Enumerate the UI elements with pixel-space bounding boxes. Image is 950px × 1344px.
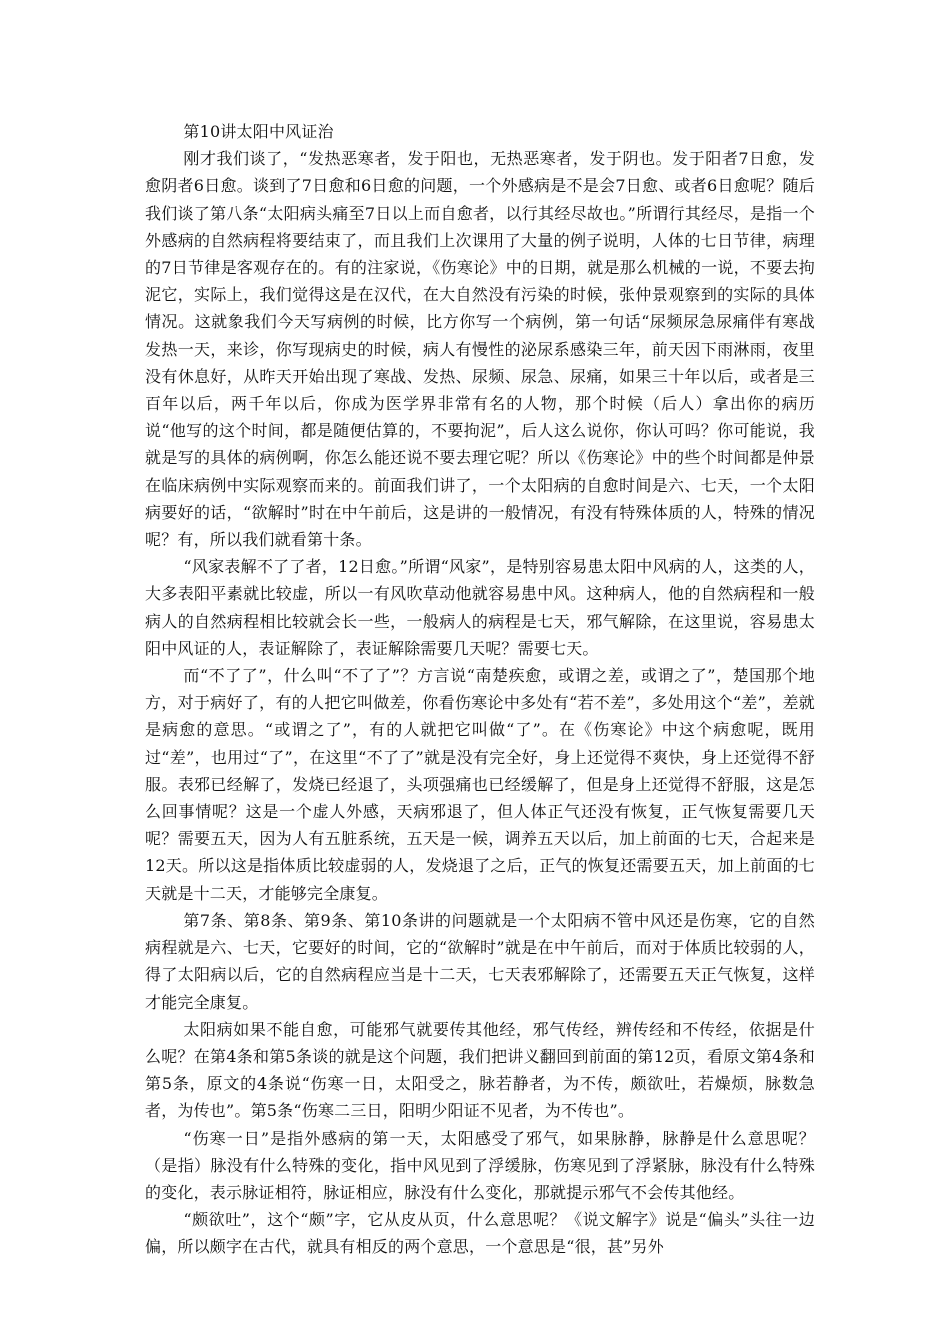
paragraph-4: 第7条、第8条、第9条、第10条讲的问题就是一个太阳病不管中风还是伤寒，它的自然病程就是六、七天，它要好的时间，它的“欲解时”就是在中午前后，而对于体质比较弱的人，得了太阳病以后，它的自然病程应当是十二天，七天表邪解除了，还需要五天正气恢复，这样才能完全康复。 (145, 910, 815, 1012)
document-page (145, 118, 815, 1261)
document-title: 第10讲太阳中风证治 (183, 122, 334, 141)
paragraph-5: 太阳病如果不能自愈，可能邪气就要传其他经，邪气传经，辨传经和不传经，依据是什么呢？在第4条和第5条谈的就是这个问题，我们把讲义翻回到前面的第12页，看原文第4条和第5条，原文的4条说“伤寒一日，太阳受之，脉若静者，为不传，颇欲吐，若燥烦，脉数急者，为传也”。第5条“伤寒二三日，阳明少阳证不见者，为不传也”。 (145, 1019, 815, 1121)
paragraph-1: 刚才我们谈了，“发热恶寒者，发于阳也，无热恶寒者，发于阴也。发于阳者7日愈，发愈阴者6日愈。谈到了7日愈和6日愈的问题，一个外感病是不是会7日愈、或者6日愈呢？随后我们谈了第八条“太阳病头痛至7日以上而自愈者，以行其经尽故也。”所谓行其经尽，是指一个外感病的自然病程将要结束了，而且我们上次课用了大量的例子说明，人体的七日节律，病理的7日节律是客观存在的。有的注家说，《伤寒论》中的日期，就是那么机械的一说，不要去拘泥它，实际上，我们觉得这是在汉代，在大自然没有污染的时候，张仲景观察到的实际的具体情况。这就象我们今天写病例的时候，比方你写一个病例，第一句话“尿频尿急尿痛伴有寒战发热一天，来诊，你写现病史的时候，病人有慢性的泌尿系感染三年，前天因下雨淋雨，夜里没有休息好，从昨天开始出现了寒战、发热、尿频、尿急、尿痛，如果三十年以后，或者是三百年以后，两千年以后，你成为医学界非常有名的人物，那个时候（后人）拿出你的病历说“他写的这个时间，都是随便估算的，不要拘泥”，后人这么说你，你认可吗？你可能说，我就是写的具体的病例啊，你怎么能还说不要去理它呢？所以《伤寒论》中的些个时间都是仲景在临床病例中实际观察而来的。前面我们讲了，一个太阳病的自愈时间是六、七天，一个太阳病要好的话，“欲解时”时在中午前后，这是讲的一般情况，有没有特殊体质的人，特殊的情况呢？有，所以我们就看第十条。 (145, 149, 815, 550)
paragraph-2: “风家表解不了了者，12日愈。”所谓“风家”，是特别容易患太阳中风病的人，这类的人，大多表阳平素就比较虚，所以一有风吹草动他就容易患中风。这种病人，他的自然病程和一般病人的自然病程相比较就会长一些，一般病人的病程是七天，邪气解除，在这里说，容易患太阳中风证的人，表证解除了，表证解除需要几天呢？需要七天。 (145, 557, 815, 658)
paragraph-7: “颇欲吐”，这个“颇”字，它从皮从页，什么意思呢？《说文解字》说是“偏头”头往一边偏，所以颇字在古代，就具有相反的两个意思，一个意思是“很，甚”另外 (145, 1210, 815, 1257)
paragraph-3: 而“不了了”，什么叫“不了了”？方言说“南楚疾愈，或谓之差，或谓之了”，楚国那个地方，对于病好了，有的人把它叫做差，你看伤寒论中多处有“若不差”，多处用这个“差”，差就是病愈的意思。“或谓之了”，有的人就把它叫做“了”。在《伤寒论》中这个病愈呢，既用过“差”，也用过“了”，在这里“不了了”就是没有完全好，身上还觉得不爽快，身上还觉得不舒服。表邪已经解了，发烧已经退了，头项强痛也已经缓解了，但是身上还觉得不舒服，这是怎么回事情呢？这是一个虚人外感，天病邪退了，但人体正气还没有恢复，正气恢复需要几天呢？需要五天，因为人有五脏系统，五天是一候，调养五天以后，加上前面的七天，合起来是12天。所以这是指体质比较虚弱的人，发烧退了之后，正气的恢复还需要五天，加上前面的七天就是十二天，才能够完全康复。 (145, 666, 815, 903)
paragraph-6: “伤寒一日”是指外感病的第一天，太阳感受了邪气，如果脉静，脉静是什么意思呢？（是指）脉没有什么特殊的变化，指中风见到了浮缓脉，伤寒见到了浮紧脉，脉没有什么特殊的变化，表示脉证相符，脉证相应，脉没有什么变化，那就提示邪气不会传其他经。 (145, 1128, 815, 1202)
